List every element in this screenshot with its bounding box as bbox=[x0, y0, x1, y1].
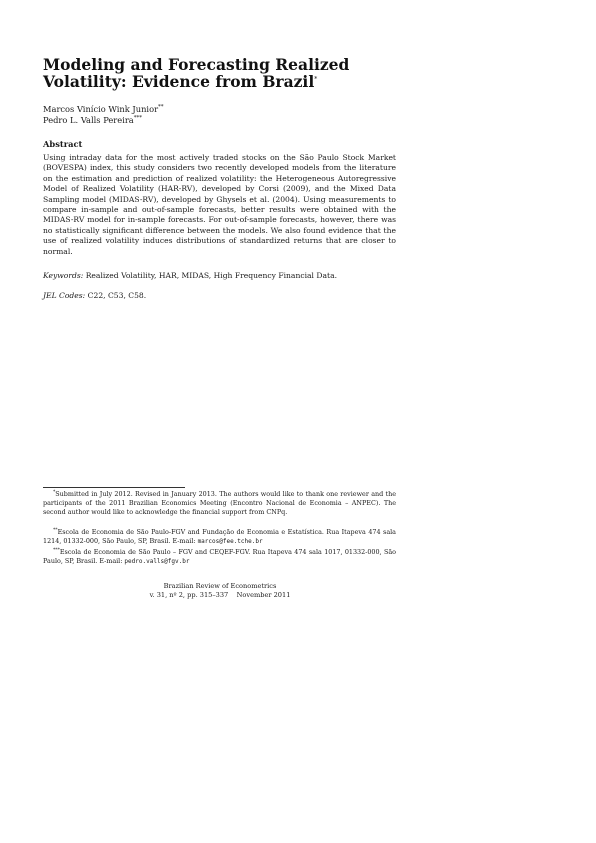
title-line-1: Modeling and Forecasting Realized bbox=[43, 55, 350, 74]
email-link[interactable]: pedro.valls@fgv.br bbox=[124, 558, 190, 566]
jel-label: JEL Codes: bbox=[43, 291, 86, 300]
footnote-3 bbox=[43, 548, 396, 566]
abstract-heading: Abstract bbox=[43, 139, 83, 149]
author-list bbox=[43, 104, 164, 126]
journal-issue-line bbox=[120, 591, 320, 600]
footnote-rule bbox=[43, 487, 185, 488]
title-footnote-mark: * bbox=[314, 75, 318, 83]
jel-codes bbox=[43, 291, 396, 301]
footnote-mark: * bbox=[53, 489, 56, 495]
footnote-text: Escola de Economia de São Paulo – FGV and CEQEF-FGV. Rua Itapeva 474 sala 1017, 01332-000, São Paulo, SP, Brasil. E-mail: bbox=[43, 548, 396, 566]
email-link[interactable]: marcos@fee.tche.br bbox=[197, 538, 263, 546]
paper-title bbox=[43, 56, 363, 90]
abstract-text: Using intraday data for the most actively traded stocks on the São Paulo Stock Market (BOVESPA) index, this study considers two recently developed models from the literature on the estimation and prediction of realized volatility: the Heterogeneous Autoregressive Model of Realized Volatility (HAR-RV), developed by Corsi (2009), and the Mixed Data Sampling model (MIDAS-RV), developed by Ghysels et al. (2004). Using measurements to compare in-sample and out-of-sample forecasts, better results were obtained with the MIDAS-RV model for in-sample forecasts. For out-of-sample forecasts, however, there was no statistically significant difference between the models. We also found evidence that the use of realized volatility induces distributions of standardized returns that are closer to normal. bbox=[43, 153, 396, 256]
journal-date: November 2011 bbox=[236, 591, 291, 599]
footnote-mark: ** bbox=[53, 527, 58, 533]
keywords bbox=[43, 271, 396, 281]
title-line-2: Volatility: Evidence from Brazil bbox=[43, 72, 315, 91]
journal-issue: v. 31, nº 2, pp. 315–337 bbox=[149, 591, 229, 599]
footnote-text: Escola de Economia de São Paulo-FGV and Fundação de Economia e Estatística. Rua Itapeva 474 sala 1214, 01332-000, São Paulo, SP, Brasil. E-mail: bbox=[43, 528, 396, 546]
author-2 bbox=[43, 115, 164, 126]
keywords-text: Realized Volatility, HAR, MIDAS, High Frequency Financial Data. bbox=[85, 271, 338, 280]
author-name: Marcos Vinício Wink Junior bbox=[43, 104, 159, 114]
jel-text: C22, C53, C58. bbox=[87, 291, 147, 300]
author-1 bbox=[43, 104, 164, 115]
author-footnote-mark: ** bbox=[158, 104, 164, 111]
footnote-2 bbox=[43, 528, 396, 546]
author-name: Pedro L. Valls Pereira bbox=[43, 115, 134, 125]
footnote-1 bbox=[43, 490, 396, 518]
footnote-mark: *** bbox=[53, 547, 60, 553]
keywords-label: Keywords: bbox=[43, 271, 84, 280]
footnote-text: Submitted in July 2012. Revised in January 2013. The authors would like to thank one reviewer and the participants of the 2011 Brazilian Economics Meeting (Encontro Nacional de Economia – ANPEC). The second author would like to acknowledge the financial support from CNPq. bbox=[43, 490, 396, 517]
author-footnote-mark: *** bbox=[133, 115, 143, 122]
journal-info bbox=[120, 582, 320, 600]
journal-name: Brazilian Review of Econometrics bbox=[163, 582, 277, 590]
